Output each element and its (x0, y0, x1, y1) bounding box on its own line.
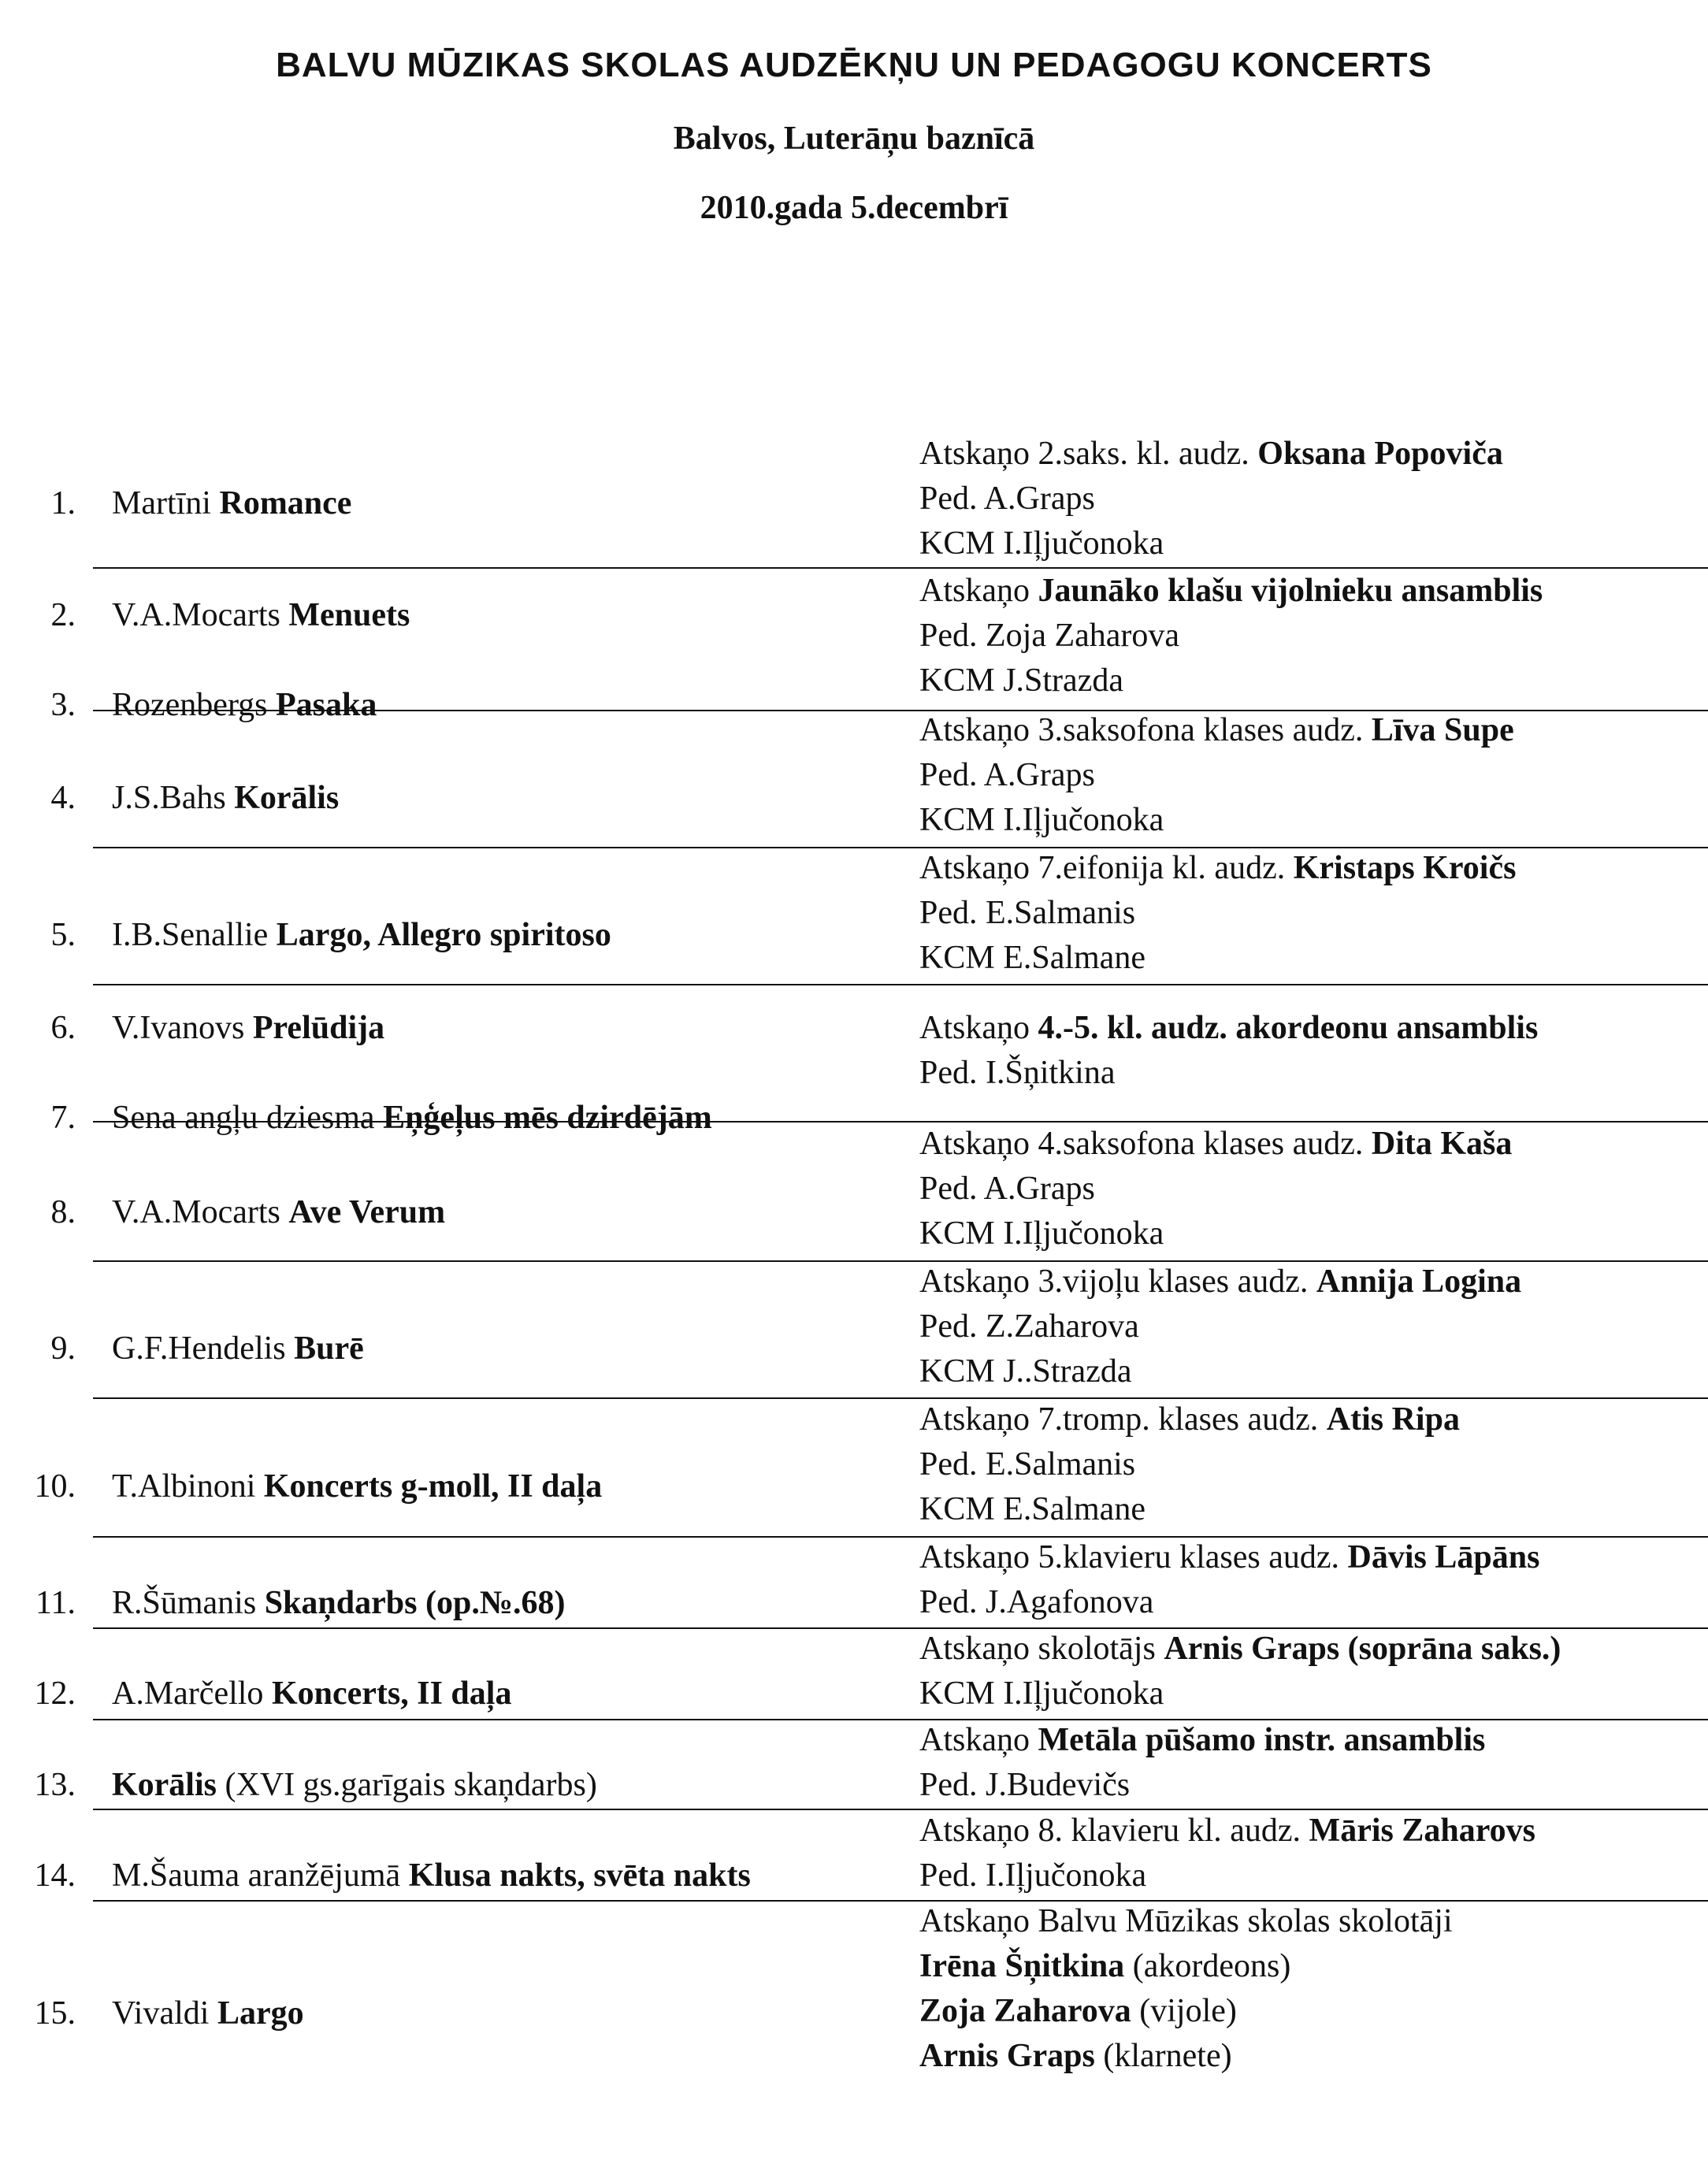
text-run: Ped. A.Graps (919, 1171, 1095, 1207)
text-run: M.Šauma aranžējumā (112, 1857, 409, 1894)
text-run: (akordeons) (1124, 1948, 1291, 1984)
text-run: KCM E.Salmane (919, 1491, 1145, 1527)
performer-line (919, 1672, 1164, 1716)
performer-line (919, 708, 1514, 753)
item-number: 15. (34, 1995, 76, 2032)
performer-line (919, 753, 1095, 798)
item-number: 8. (50, 1194, 76, 1230)
performer-line (919, 1899, 1453, 1944)
bold-text: Korālis (112, 1767, 217, 1803)
bold-text: Koncerts, II daļa (271, 1675, 512, 1712)
bold-text: 4.-5. kl. audz. akordeonu ansamblis (1038, 1010, 1539, 1046)
item-number: 10. (34, 1468, 76, 1505)
item-number: 12. (34, 1675, 76, 1712)
piece-title (112, 1583, 566, 1623)
bold-text: Pasaka (276, 687, 377, 723)
venue-line: Balvos, Luterāņu baznīcā (673, 121, 1035, 157)
text-run: Martīni (112, 485, 220, 521)
date-line: 2010.gada 5.decembrī (700, 190, 1008, 226)
bold-text: Romance (219, 485, 352, 521)
performer-line (919, 614, 1179, 659)
text-run: R.Šūmanis (112, 1585, 265, 1621)
bold-text: Zoja Zaharova (919, 1993, 1131, 2029)
text-run: Atskaņo 3.saksofona klases audz. (919, 712, 1372, 748)
bold-text: Largo (217, 1995, 304, 2032)
text-run: (klarnete) (1094, 2038, 1232, 2074)
row-divider (93, 1397, 1708, 1399)
text-run: Atskaņo 5.klavieru klases audz. (919, 1539, 1348, 1575)
text-run: KCM E.Salmane (919, 940, 1145, 976)
piece-title (112, 685, 377, 725)
text-run: Ped. Zoja Zaharova (919, 618, 1180, 654)
text-run: T.Albinoni (112, 1468, 264, 1505)
text-run: Sena angļu dziesma (112, 1100, 384, 1136)
bold-text: Arnis Graps (soprāna saks.) (1164, 1631, 1561, 1667)
performer-line (919, 798, 1164, 843)
piece-title (112, 1193, 445, 1232)
performer-line (919, 1718, 1485, 1763)
text-run: Ped. J.Agafonova (919, 1584, 1154, 1620)
text-run: A.Marčello (112, 1675, 272, 1712)
bold-text: Menuets (288, 597, 410, 633)
page-title: BALVU MŪZIKAS SKOLAS AUDZĒKŅU UN PEDAGOGU KONCERTS (276, 46, 1432, 84)
performer-line (919, 891, 1135, 936)
bold-text: Korālis (234, 780, 340, 816)
item-number: 7. (50, 1100, 76, 1136)
performer-line (919, 1006, 1538, 1051)
bold-text: Ave Verum (288, 1194, 446, 1230)
performer-line (919, 1397, 1460, 1442)
performer-line (919, 1349, 1131, 1394)
performer-line (919, 1167, 1095, 1212)
text-run: Atskaņo (919, 1722, 1038, 1758)
text-run: Ped. I.Šņitkina (919, 1055, 1116, 1091)
bold-text: Skaņdarbs (op.№.68) (264, 1585, 566, 1621)
performer-line (919, 1260, 1521, 1304)
text-run: Atskaņo 2.saks. kl. audz. (919, 436, 1258, 472)
item-number: 5. (50, 917, 76, 953)
bold-text: Eņģeļus mēs dzirdējām (383, 1100, 712, 1136)
text-run: Ped. Z.Zaharova (919, 1308, 1139, 1345)
bold-text: Prelūdija (252, 1010, 385, 1046)
performer-line (919, 1487, 1145, 1532)
text-run: KCM I.Iļjučonoka (919, 802, 1164, 838)
performer-line (919, 1535, 1539, 1580)
performer-line (919, 1580, 1153, 1625)
performer-line (919, 432, 1503, 477)
performer-line (919, 1442, 1135, 1487)
bold-text: Līva Supe (1371, 712, 1514, 748)
piece-title (112, 1467, 602, 1506)
text-run: I.B.Senallie (112, 917, 277, 953)
item-number: 3. (50, 687, 76, 723)
text-run: KCM I.Iļjučonoka (919, 525, 1164, 562)
piece-title (112, 484, 351, 523)
item-number: 4. (50, 780, 76, 816)
text-run: V.Ivanovs (112, 1010, 253, 1046)
piece-title (112, 1329, 364, 1368)
bold-text: Kristaps Kroičs (1293, 850, 1517, 886)
text-run: (XVI gs.garīgais skaņdarbs) (217, 1767, 597, 1803)
row-divider (93, 984, 1708, 985)
performer-line (919, 1627, 1561, 1672)
text-run: Ped. E.Salmanis (919, 1446, 1136, 1482)
text-run: V.A.Mocarts (112, 597, 289, 633)
bold-text: Annija Logina (1316, 1264, 1522, 1300)
bold-text: Arnis Graps (919, 2038, 1095, 2074)
performer-line (919, 1051, 1116, 1096)
piece-title (112, 1765, 597, 1805)
bold-text: Dita Kaša (1371, 1126, 1513, 1162)
performer-line (919, 936, 1145, 981)
item-number: 1. (50, 485, 76, 521)
item-number: 11. (35, 1585, 76, 1621)
bold-text: Klusa nakts, svēta nakts (408, 1857, 751, 1894)
item-number: 13. (34, 1767, 76, 1803)
bold-text: Largo, Allegro spiritoso (276, 917, 611, 953)
performer-line (919, 477, 1095, 521)
text-run: Atskaņo (919, 573, 1038, 609)
performer-line (919, 1304, 1139, 1349)
text-run: Atskaņo 7.eifonija kl. audz. (919, 850, 1294, 886)
text-run: Ped. A.Graps (919, 481, 1095, 517)
bold-text: Atis Ripa (1326, 1401, 1460, 1438)
text-run: V.A.Mocarts (112, 1194, 289, 1230)
text-run: (vijole) (1131, 1993, 1237, 2029)
text-run: Atskaņo 8. klavieru kl. audz. (919, 1813, 1309, 1849)
text-run: Atskaņo (919, 1010, 1038, 1046)
piece-title (112, 596, 410, 635)
text-run: Ped. A.Graps (919, 757, 1095, 793)
text-run: KCM J..Strazda (919, 1353, 1132, 1390)
text-run: Ped. E.Salmanis (919, 895, 1136, 931)
text-run: KCM I.Iļjučonoka (919, 1215, 1164, 1252)
piece-title (112, 1994, 304, 2033)
performer-line (919, 1809, 1535, 1854)
performer-line (919, 521, 1164, 566)
text-run: Atskaņo 7.tromp. klases audz. (919, 1401, 1327, 1438)
text-run: Vivaldi (112, 1995, 217, 2032)
bold-text: Oksana Popoviča (1257, 436, 1503, 472)
item-number: 6. (50, 1010, 76, 1046)
text-run: G.F.Hendelis (112, 1330, 295, 1367)
text-run: Rozenbergs (112, 687, 277, 723)
performer-line (919, 1212, 1164, 1256)
text-run: Atskaņo skolotājs (919, 1631, 1164, 1667)
text-run: J.S.Bahs (112, 780, 235, 816)
text-run: Atskaņo 3.vijoļu klases audz. (919, 1264, 1316, 1300)
performer-line (919, 1854, 1146, 1898)
text-run: KCM J.Strazda (919, 662, 1123, 699)
row-divider (93, 1900, 1708, 1902)
item-number: 14. (34, 1857, 76, 1894)
bold-text: Irēna Šņitkina (919, 1948, 1125, 1984)
bold-text: Metāla pūšamo instr. ansamblis (1038, 1722, 1486, 1758)
performer-line (919, 846, 1516, 891)
piece-title (112, 1098, 712, 1137)
item-number: 2. (50, 597, 76, 633)
bold-text: Māris Zaharovs (1309, 1813, 1535, 1849)
bold-text: Burē (294, 1330, 364, 1367)
performer-line (919, 1122, 1512, 1167)
performer-line (919, 1944, 1290, 1989)
item-number: 9. (50, 1330, 76, 1367)
performer-line (919, 1763, 1130, 1808)
text-run: KCM I.Iļjučonoka (919, 1675, 1164, 1712)
performer-line (919, 1989, 1237, 2034)
bold-text: Jaunāko klašu vijolnieku ansamblis (1038, 573, 1543, 609)
piece-title (112, 1008, 384, 1048)
text-run: Atskaņo Balvu Mūzikas skolas skolotāji (919, 1903, 1453, 1939)
performer-line (919, 569, 1543, 614)
piece-title (112, 1674, 511, 1713)
performer-line (919, 659, 1123, 703)
performer-line (919, 2034, 1232, 2079)
piece-title (112, 1856, 751, 1895)
piece-title (112, 915, 611, 955)
bold-text: Koncerts g-moll, II daļa (263, 1468, 603, 1505)
text-run: Atskaņo 4.saksofona klases audz. (919, 1126, 1372, 1162)
text-run: Ped. J.Budevičs (919, 1767, 1131, 1803)
bold-text: Dāvis Lāpāns (1347, 1539, 1540, 1575)
piece-title (112, 778, 339, 818)
text-run: Ped. I.Iļjučonoka (919, 1857, 1147, 1894)
